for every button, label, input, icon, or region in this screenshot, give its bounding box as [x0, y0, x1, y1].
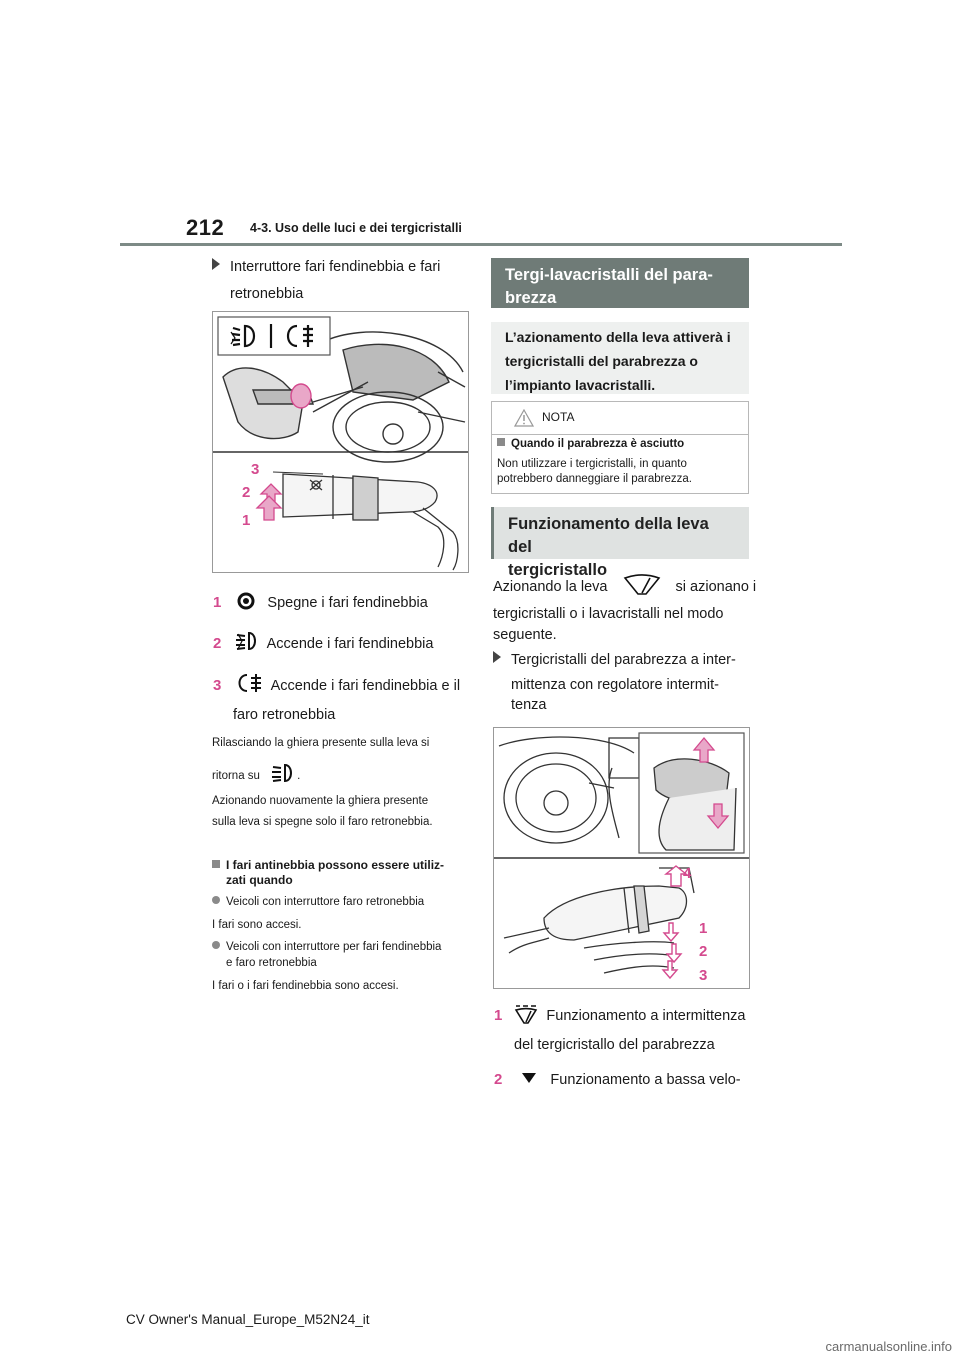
note-2-line-2: sulla leva si spegne solo il faro retronebbia. — [212, 816, 433, 828]
square-bullet-icon — [212, 860, 220, 868]
watermark: carmanualsonline.info — [825, 1339, 952, 1354]
wiper-bullet-cont-2: tenza — [511, 697, 547, 713]
fog-subhead: I fari antinebbia possono essere utiliz- — [212, 857, 444, 873]
page-number: 212 — [186, 215, 225, 240]
triangle-bullet-icon — [493, 651, 501, 663]
dot-item-2-cont: e faro retronebbia — [226, 957, 317, 969]
wiper-bullet-cont-1: mittenza con regolatore intermit- — [511, 677, 719, 693]
washer-intro: L’azionamento della leva attiverà i tergicristalli del parabrezza o l’impianto lavacristalli. — [491, 322, 749, 394]
front-fog-icon — [233, 630, 259, 652]
wiper-bullet: Tergicristalli del parabrezza a inter- — [493, 647, 736, 674]
lever-para-line-1: Azionando la leva si azionano i — [493, 574, 756, 601]
wiper-intermittent-icon — [514, 1003, 538, 1025]
fig-label-1: 1 — [242, 512, 251, 529]
nota-text-1: Non utilizzare i tergicristalli, in quanto — [497, 458, 687, 470]
wiper-item-1: 1 Funzionamento a intermittenza — [494, 1002, 745, 1030]
low-speed-icon — [520, 1071, 538, 1085]
fig-label-2: 2 — [242, 484, 251, 501]
header-rule — [120, 243, 842, 246]
dot-bullet-icon — [212, 941, 220, 949]
note-1-line-2: ritorna su . — [212, 762, 300, 787]
triangle-bullet-icon — [212, 258, 220, 270]
dot-bullet-icon — [212, 896, 220, 904]
fog-item-3: 3 Accende i fari fendinebbia e il — [213, 672, 460, 700]
nota-header — [492, 402, 748, 435]
nota-label: NOTA — [542, 410, 575, 424]
footer-text: CV Owner's Manual_Europe_M52N24_it — [126, 1312, 370, 1327]
dot-desc-2: I fari o i fari fendinebbia sono accesi. — [212, 980, 399, 992]
dot-desc-1: I fari sono accesi. — [212, 919, 302, 931]
note-1-line-1: Rilasciando la ghiera presente sulla leva si — [212, 737, 430, 749]
wiper-icon — [622, 574, 662, 596]
fog-item-1: 1 Spegne i fari fendinebbia — [213, 594, 428, 611]
nota-box — [491, 401, 749, 494]
front-fog-small-icon — [269, 762, 295, 784]
fog-switch-title: Interruttore fari fendinebbia e fari — [212, 254, 440, 281]
fog-switch-illustration — [212, 311, 469, 573]
dot-item-1: Veicoli con interruttore faro retronebbia — [212, 894, 424, 910]
nota-text-2: potrebbero danneggiare il parabrezza. — [497, 473, 692, 485]
fig-label-3b: 3 — [699, 967, 708, 984]
wiper-lever-illustration — [493, 727, 750, 989]
fig-label-2b: 2 — [699, 943, 708, 960]
warning-icon — [514, 409, 534, 427]
wiper-item-1-cont: del tergicristallo del parabrezza — [514, 1037, 715, 1053]
fig-label-3: 3 — [251, 461, 260, 478]
fog-subhead-cont: zati quando — [226, 873, 293, 887]
nota-subhead: Quando il parabrezza è asciutto — [497, 438, 684, 450]
washer-heading: Tergi-lavacristalli del para- brezza — [491, 258, 749, 308]
lever-para-line-3: seguente. — [493, 627, 557, 643]
dot-item-2: Veicoli con interruttore per fari fendinebbia — [212, 939, 441, 955]
lever-heading: Funzionamento della leva del tergicristallo — [491, 507, 749, 559]
square-bullet-icon — [497, 438, 505, 446]
section-title: 4-3. Uso delle luci e dei tergicristalli — [250, 221, 462, 235]
fog-switch-title-cont: retronebbia — [230, 286, 304, 302]
wiper-item-2: 2 Funzionamento a bassa velo- — [494, 1071, 741, 1088]
fig-label-4: 4 — [683, 865, 692, 882]
wiper-lever-drawing — [494, 728, 749, 988]
fog-item-3-cont: faro retronebbia — [233, 707, 336, 723]
note-2-line-1: Azionando nuovamente la ghiera presente — [212, 795, 429, 807]
fog-switch-drawing — [213, 312, 468, 572]
fog-off-icon — [235, 592, 257, 610]
rear-fog-icon — [233, 672, 263, 694]
fig-label-1b: 1 — [699, 920, 708, 937]
lever-para-line-2: tergicristalli o i lavacristalli nel modo — [493, 606, 724, 622]
fog-item-2: 2 Accende i fari fendinebbia — [213, 630, 433, 658]
